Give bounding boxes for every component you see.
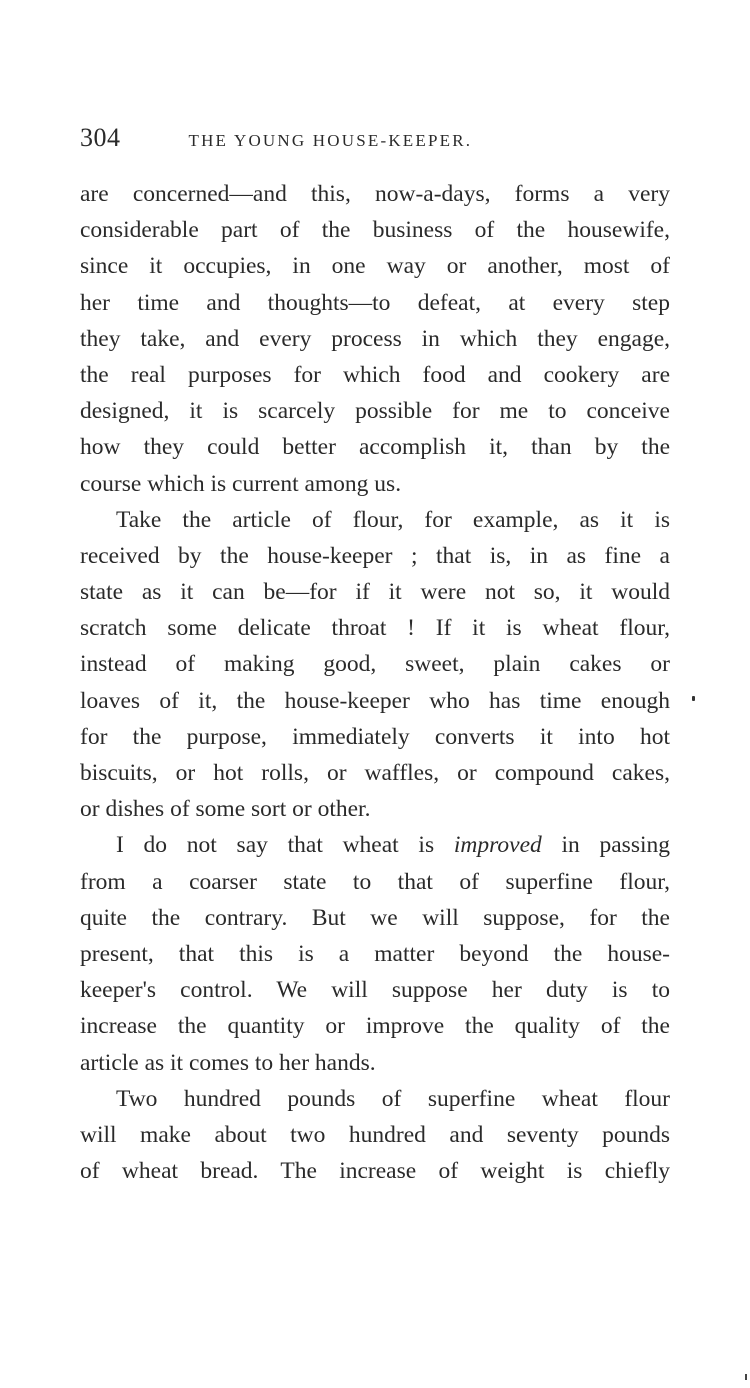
text-line: keeper's control. We will suppose her duty is to xyxy=(80,977,670,1004)
text-line: for the purpose, immediately converts it into hot xyxy=(80,723,670,750)
text-line: loaves of it, the house-keeper who has time enough xyxy=(80,687,670,714)
text-line: instead of making good, sweet, plain cakes or xyxy=(80,651,670,678)
text-line: the real purposes for which food and cookery are xyxy=(80,361,670,388)
text-line: her time and thoughts—to defeat, at every step xyxy=(80,289,670,316)
text-line: increase the quantity or improve the quality of the xyxy=(80,1013,670,1040)
text-line: since it occupies, in one way or another, most of xyxy=(80,253,670,280)
text-line: from a coarser state to that of superfine flour, xyxy=(80,868,670,895)
text-line: how they could better accomplish it, than by the xyxy=(80,434,670,461)
text-line xyxy=(80,827,670,863)
margin-ink-dot xyxy=(692,696,695,701)
text-line: course which is current among us. xyxy=(80,470,402,497)
text-line: quite the contrary. But we will suppose, for the xyxy=(80,904,670,931)
corner-ink-mark xyxy=(745,1374,747,1380)
paragraph-2 xyxy=(80,502,670,828)
text-line: designed, it is scarcely possible for me to conceive xyxy=(80,398,670,425)
text-line: or dishes of some sort or other. xyxy=(80,796,371,823)
paragraph-4 xyxy=(80,1081,670,1190)
text-line: Two hundred pounds of superfine wheat flour xyxy=(116,1085,670,1112)
text-line: present, that this is a matter beyond the house- xyxy=(80,940,670,967)
text-line: considerable part of the business of the housewife, xyxy=(80,217,670,244)
text-line: scratch some delicate throat ! If it is wheat flour, xyxy=(80,615,670,642)
emphasis-text: improved xyxy=(453,832,542,859)
running-head xyxy=(80,118,680,158)
text-line: article as it comes to her hands. xyxy=(80,1049,376,1076)
running-title: THE YOUNG HOUSE-KEEPER. xyxy=(188,131,473,150)
paragraph-3 xyxy=(80,827,670,1080)
text-line: will make about two hundred and seventy pounds xyxy=(80,1121,670,1148)
paragraph-1 xyxy=(80,176,670,502)
text-line: are concerned—and this, now-a-days, forms a very xyxy=(80,181,670,207)
text-line: state as it can be—for if it were not so, it would xyxy=(80,579,670,606)
text-run: I do not say that wheat is xyxy=(116,832,454,859)
text-line: they take, and every process in which they engage, xyxy=(80,325,670,352)
text-run: in passing xyxy=(541,832,670,859)
body-text xyxy=(80,176,670,1189)
text-line: Take the article of flour, for example, as it is xyxy=(116,506,670,533)
text-line: of wheat bread. The increase of weight is chiefly xyxy=(80,1158,670,1185)
text-line: received by the house-keeper ; that is, in as fine a xyxy=(80,542,670,569)
text-line: biscuits, or hot rolls, or waffles, or compound cakes, xyxy=(80,760,670,786)
page-number: 304 xyxy=(80,123,121,152)
